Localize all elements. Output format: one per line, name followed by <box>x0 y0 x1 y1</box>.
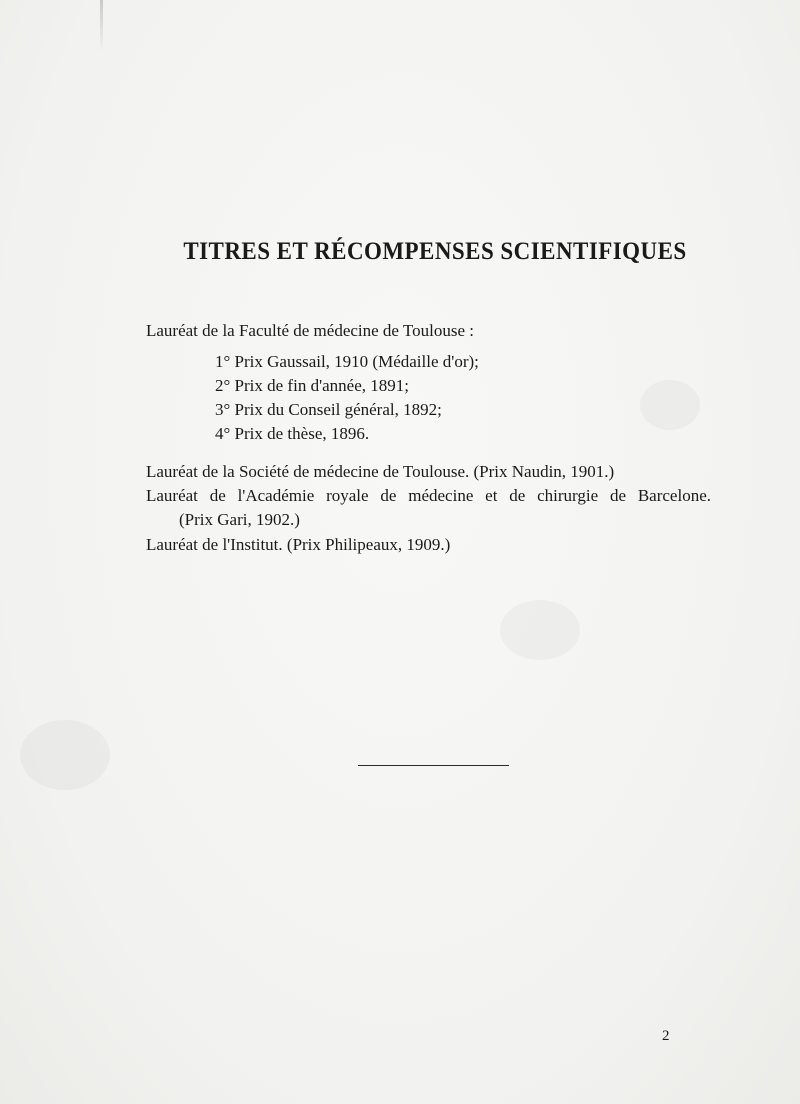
prize-list <box>215 350 479 446</box>
entry-institut: Lauréat de l'Institut. (Prix Philipeaux, 1909.) <box>146 535 451 554</box>
prize-item: 3° Prix du Conseil général, 1892; <box>215 400 442 419</box>
entry-societe: Lauréat de la Société de médecine de Toulouse. (Prix Naudin, 1901.) <box>146 462 615 481</box>
prize-item: 4° Prix de thèse, 1896. <box>215 424 370 443</box>
paper-stain <box>640 380 700 430</box>
prize-item: 2° Prix de fin d'année, 1891; <box>215 376 409 395</box>
section-divider <box>358 765 509 766</box>
paper-stain <box>20 720 110 790</box>
page-number: 2 <box>662 1028 670 1044</box>
entry-academie: Lauréat de l'Académie royale de médecine et de chirurgie de Barcelone. <box>146 486 711 505</box>
entry-academie-continuation: (Prix Gari, 1902.) <box>179 510 300 529</box>
paper-edge-mark <box>100 0 103 52</box>
prize-item: 1° Prix Gaussail, 1910 (Médaille d'or); <box>215 352 479 371</box>
paper-stain <box>500 600 580 660</box>
page-title: TITRES ET RÉCOMPENSES SCIENTIFIQUES <box>183 238 687 265</box>
entry-faculte: Lauréat de la Faculté de médecine de Toulouse : <box>146 321 474 340</box>
